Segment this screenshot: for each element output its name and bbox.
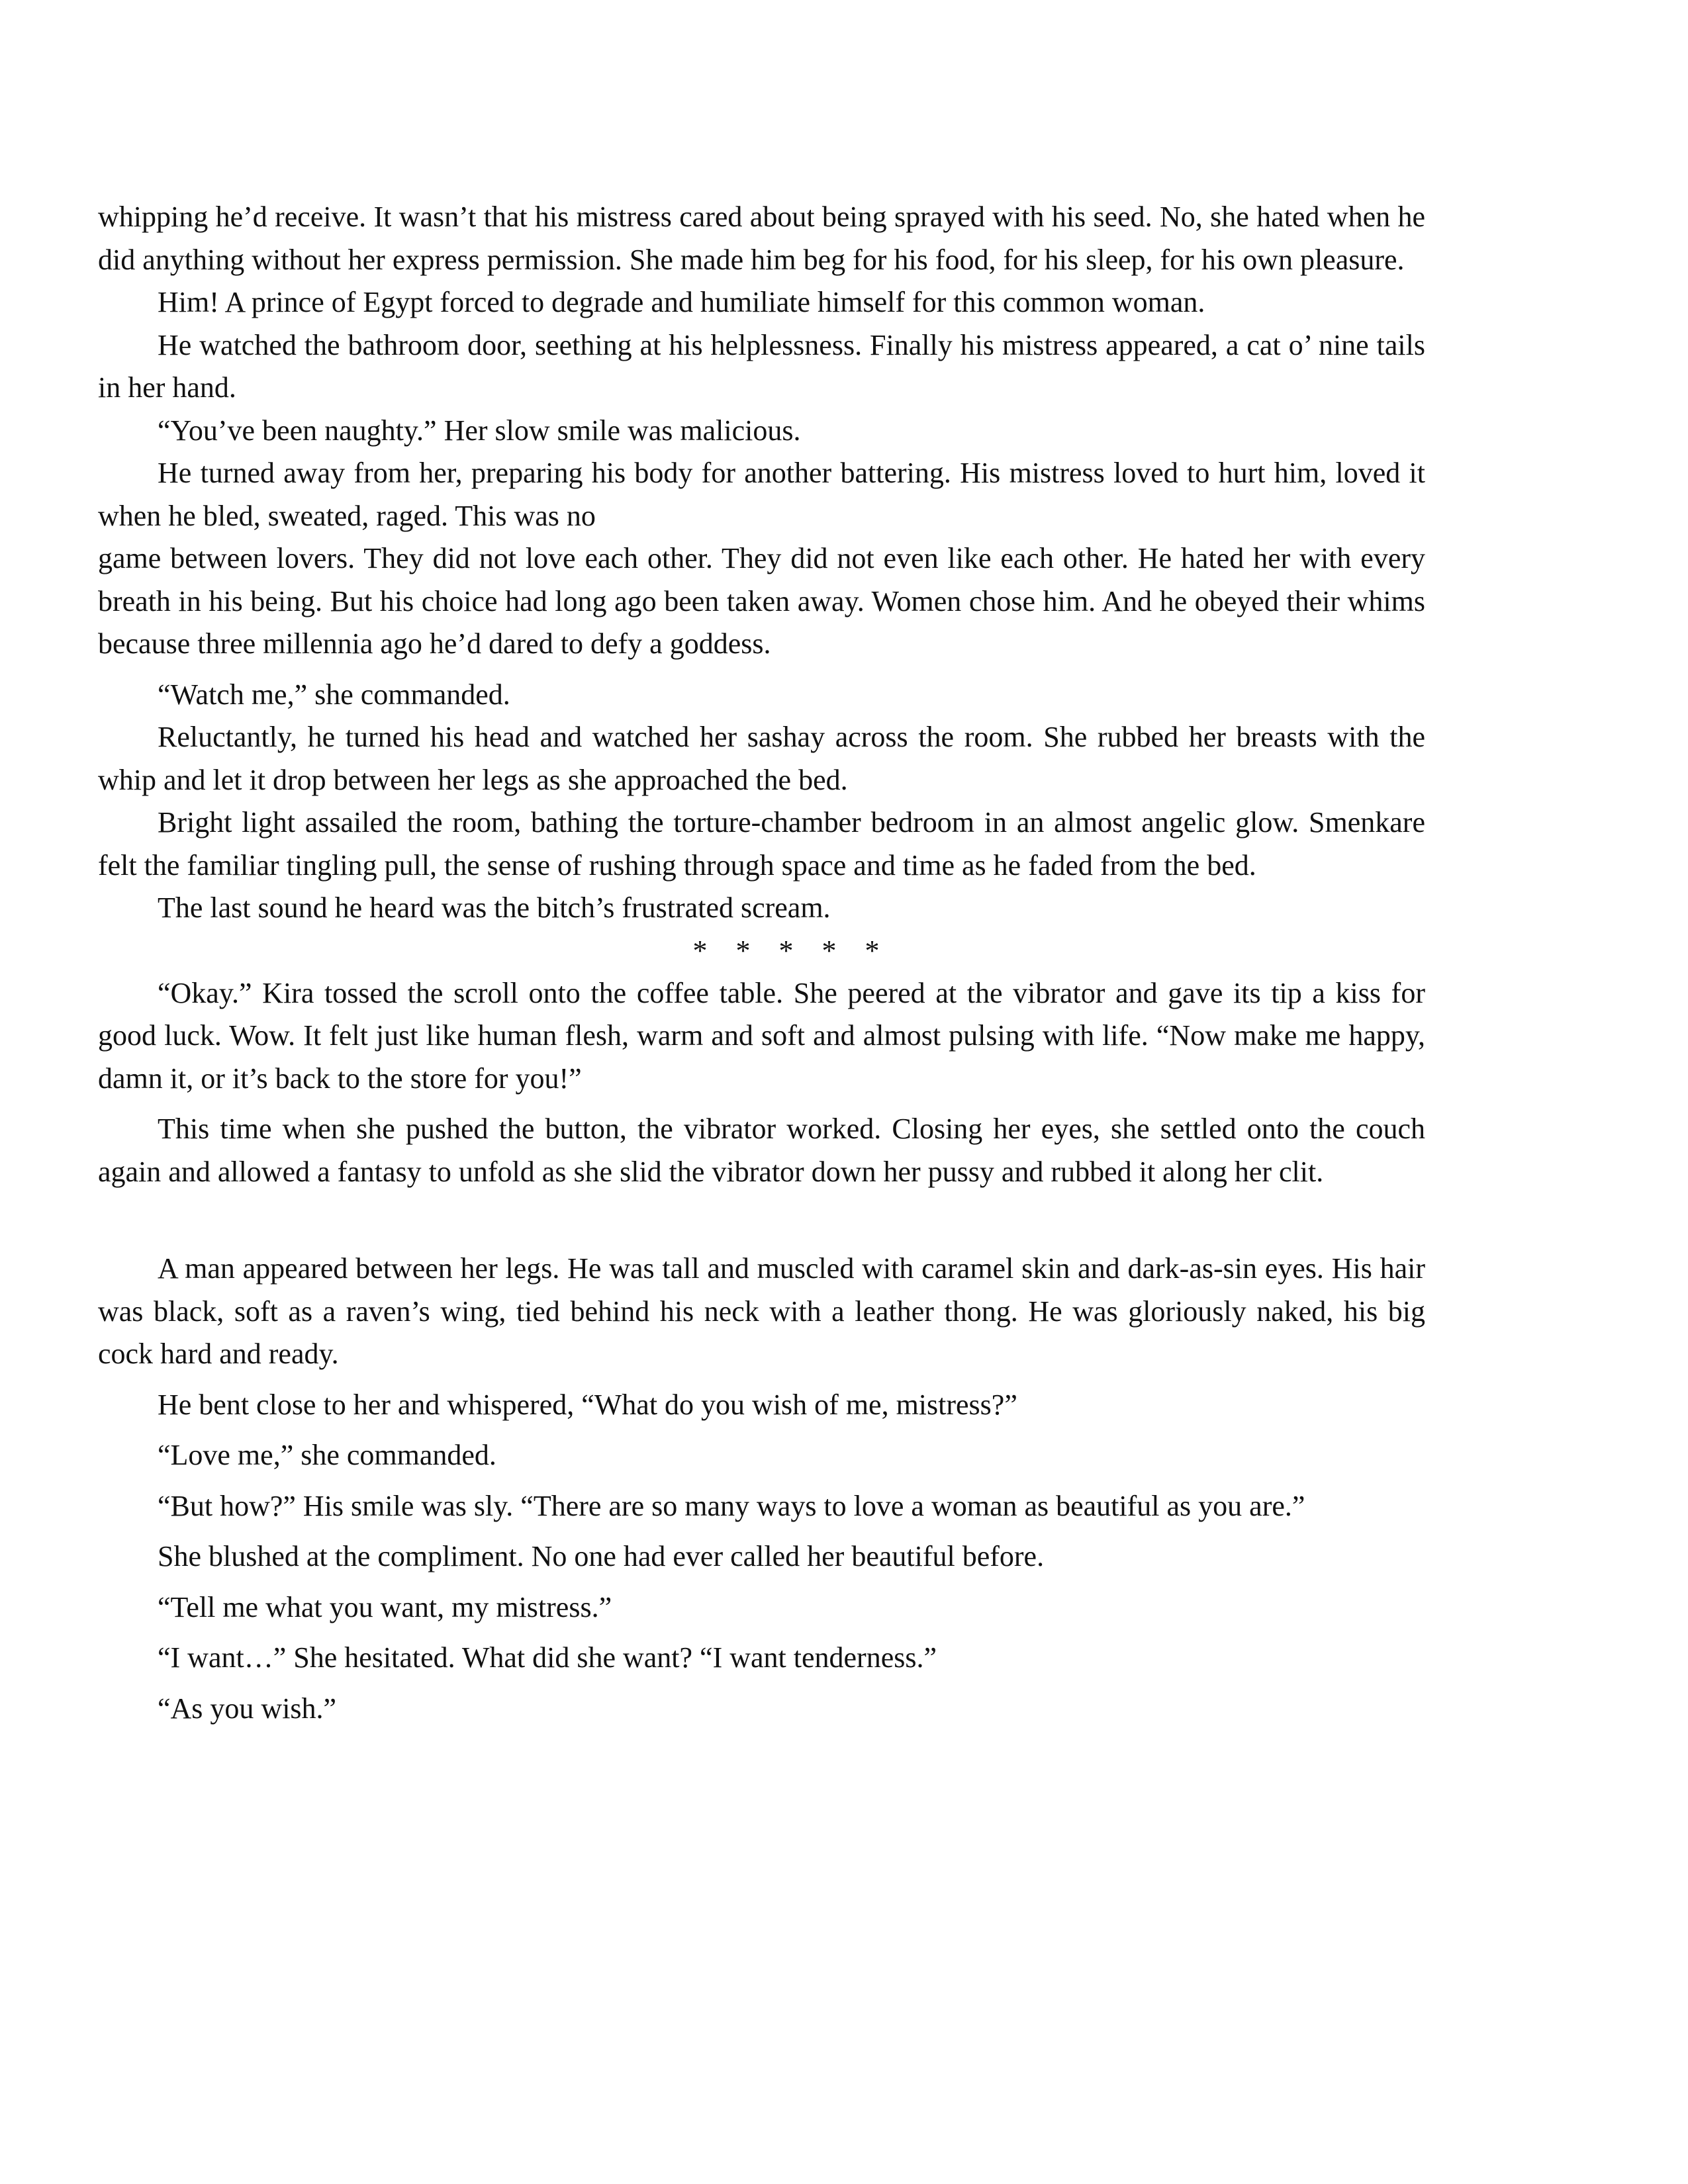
paragraph: A man appeared between her legs. He was tall and muscled with caramel skin and dark-as-sin eyes. His hair was black, soft as a raven’s wing, tied behind his neck with a leather thong. He was gloriously naked, his big cock hard and ready.: [98, 1252, 1425, 1370]
paragraph: game between lovers. They did not love each other. They did not even like each other. He hated her with every breath in his being. But his choice had long ago been taken away. Women chose him. And he obeyed their whims because three millennia ago he’d dared to defy a goddess.: [98, 542, 1425, 660]
paragraph: whipping he’d receive. It wasn’t that his mistress cared about being sprayed with his seed. No, she hated when he did anything without her express permission. She made him beg for his food, for his sleep, for his own pleasure.: [98, 201, 1425, 276]
paragraph: “Watch me,” she commanded.: [158, 678, 510, 711]
paragraph: “You’ve been naughty.” Her slow smile was malicious.: [158, 414, 801, 447]
paragraph: He bent close to her and whispered, “What do you wish of me, mistress?”: [158, 1388, 1017, 1421]
paragraph: “But how?” His smile was sly. “There are so many ways to love a woman as beautiful as you are.”: [158, 1489, 1305, 1522]
paragraph: “Tell me what you want, my mistress.”: [158, 1590, 612, 1623]
paragraph: “Love me,” she commanded.: [158, 1439, 496, 1471]
paragraph: “As you wish.”: [158, 1692, 337, 1725]
paragraph: “I want…” She hesitated. What did she want? “I want tenderness.”: [158, 1641, 937, 1674]
paragraph: “Okay.” Kira tossed the scroll onto the coffee table. She peered at the vibrator and gave its tip a kiss for good luck. Wow. It felt just like human flesh, warm and soft and almost pulsing with life. “Now make me happy, damn it, or it’s back to the store for you!”: [98, 976, 1425, 1095]
page-body: [98, 196, 1425, 1730]
paragraph: The last sound he heard was the bitch’s frustrated scream.: [158, 891, 831, 924]
paragraph: Bright light assailed the room, bathing the torture-chamber bedroom in an almost angelic glow. Smenkare felt the familiar tingling pull, the sense of rushing through space and time as he faded from the bed.: [98, 806, 1425, 882]
paragraph: She blushed at the compliment. No one had ever called her beautiful before.: [158, 1540, 1045, 1572]
paragraph: Him! A prince of Egypt forced to degrade and humiliate himself for this common woman.: [158, 286, 1205, 318]
paragraph: Reluctantly, he turned his head and watched her sashay across the room. She rubbed her breasts with the whip and let it drop between her legs as she approached the bed.: [98, 721, 1425, 796]
paragraph: He watched the bathroom door, seething at his helplessness. Finally his mistress appeared, a cat o’ nine tails in her hand.: [98, 328, 1425, 404]
paragraph: This time when she pushed the button, the vibrator worked. Closing her eyes, she settled onto the couch again and allowed a fantasy to unfold as she slid the vibrator down her pussy and rubbed it along her clit.: [98, 1113, 1425, 1188]
scene-break: * * * * *: [692, 934, 890, 967]
paragraph: He turned away from her, preparing his body for another battering. His mistress loved to hurt him, loved it when he bled, sweated, raged. This was no: [98, 457, 1425, 532]
